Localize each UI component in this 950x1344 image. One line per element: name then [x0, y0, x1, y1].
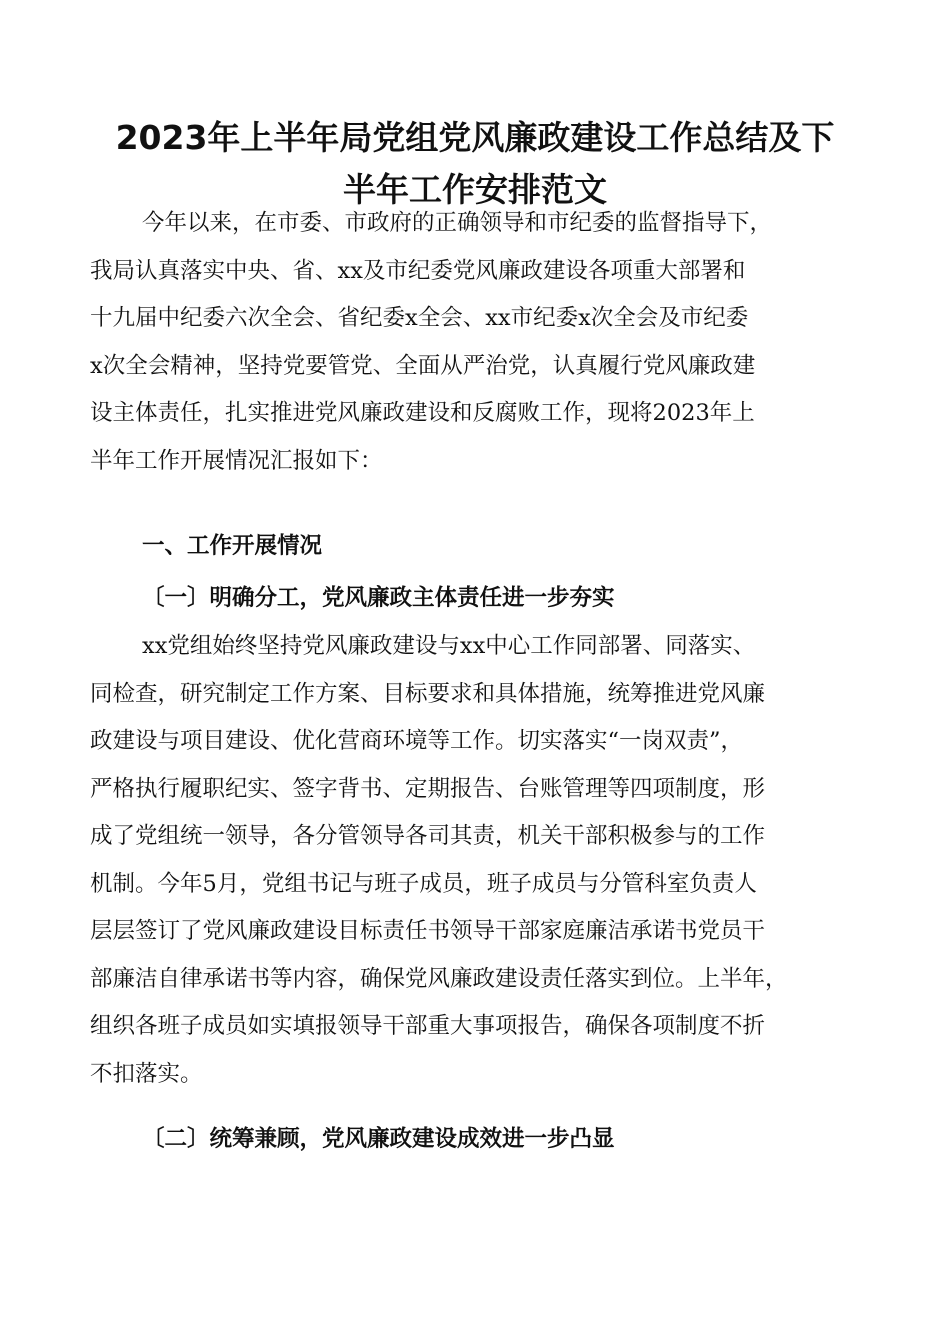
intro-paragraph: [90, 200, 870, 485]
intro-line: 设主体责任，扎实推进党风廉政建设和反腐败工作，现将2023年上: [90, 400, 755, 426]
sub-heading-2: 〔二〕统筹兼顾，党风廉政建设成效进一步凸显: [142, 1126, 615, 1152]
section-heading-work-progress: 一、工作开展情况: [142, 533, 323, 559]
sub-1-line: 层层签订了党风廉政建设目标责任书领导干部家庭廉洁承诺书党员干: [90, 918, 766, 944]
intro-line: 半年工作开展情况汇报如下：: [90, 447, 383, 474]
sub-heading-1: 〔一〕明确分工，党风廉政主体责任进一步夯实: [142, 585, 615, 611]
intro-line: 今年以来，在市委、市政府的正确领导和市纪委的监督指导下，: [142, 210, 773, 236]
sub-1-line: 同检查，研究制定工作方案、目标要求和具体措施，统筹推进党风廉: [90, 680, 766, 707]
intro-line: 我局认真落实中央、省、xx及市纪委党风廉政建设各项重大部署和: [90, 257, 746, 284]
sub-1-line: 不扣落实。: [90, 1060, 203, 1087]
sub-1-paragraph: [90, 623, 870, 1098]
sub-1-line: 部廉洁自律承诺书等内容，确保党风廉政建设责任落实到位。上半年，: [90, 965, 788, 992]
sub-1-line: 组织各班子成员如实填报领导干部重大事项报告，确保各项制度不折: [90, 1013, 766, 1039]
title-line-1: 2023年上半年局党组党风廉政建设工作总结及下: [115, 118, 835, 157]
sub-1-line: 机制。今年5月，党组书记与班子成员，班子成员与分管科室负责人: [90, 870, 757, 897]
intro-line: x次全会精神，坚持党要管党、全面从严治党，认真履行党风廉政建: [90, 352, 756, 379]
sub-1-line: xx党组始终坚持党风廉政建设与xx中心工作同部署、同落实、: [142, 633, 756, 659]
sub-1-line: 政建设与项目建设、优化营商环境等工作。切实落实“一岗双责”，: [90, 728, 744, 754]
sub-1-line: 严格执行履职纪实、签字背书、定期报告、台账管理等四项制度，形: [90, 775, 766, 802]
intro-line: 十九届中纪委六次全会、省纪委x全会、xx市纪委x次全会及市纪委: [90, 305, 749, 331]
title-line-2: 半年工作安排范文: [343, 170, 607, 209]
sub-1-line: 成了党组统一领导，各分管领导各司其责，机关干部积极参与的工作: [90, 823, 766, 849]
